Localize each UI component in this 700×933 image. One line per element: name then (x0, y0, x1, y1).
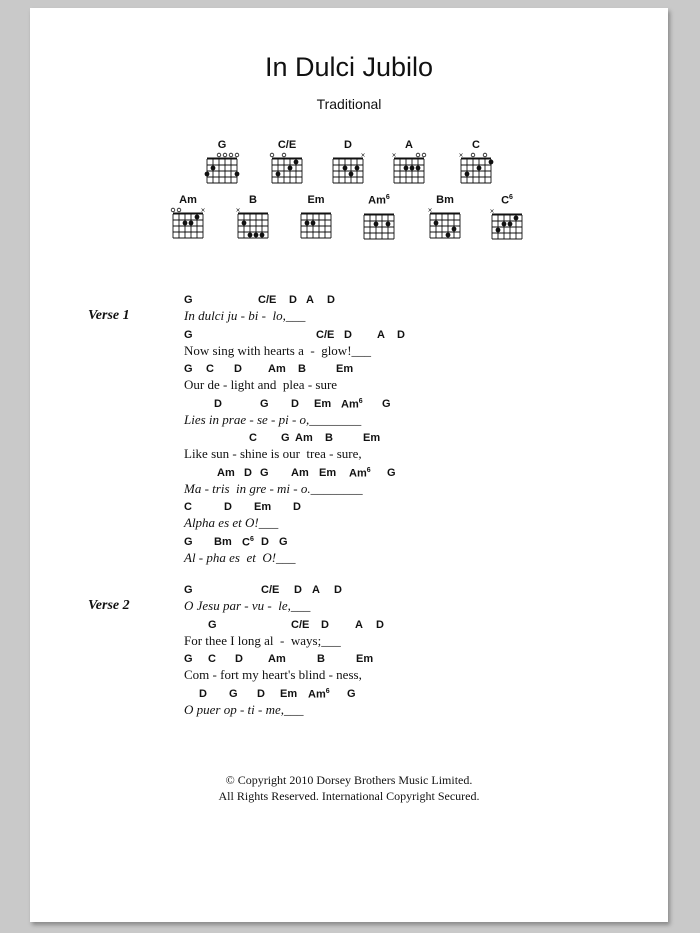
chord-symbol-text: D (289, 294, 297, 306)
open-string-marker (229, 153, 233, 157)
chord-symbol-text: Em (363, 432, 381, 444)
chord-grid (326, 151, 370, 185)
chord-symbol (355, 619, 363, 631)
chord-name-superscript: 6 (385, 194, 390, 201)
chord-symbol-text: A (377, 328, 385, 341)
chord-symbol (321, 619, 329, 631)
chord-symbol (279, 536, 288, 548)
chord-diagram (423, 194, 467, 245)
finger-dot (452, 227, 457, 232)
finger-dot (311, 221, 316, 226)
finger-dot (489, 160, 494, 165)
chord-diagram (294, 194, 338, 245)
chord-symbol (306, 294, 314, 306)
chord-symbol (377, 329, 385, 341)
chord-line (184, 398, 444, 412)
copyright-line: © Copyright 2010 Dorsey Brothers Music Limited. (225, 773, 473, 787)
chord-symbol-text: D (321, 618, 329, 631)
chord-symbol (334, 584, 342, 596)
chord-symbol (214, 536, 232, 548)
chord-symbol-text: D (293, 501, 301, 513)
finger-dot (416, 166, 421, 171)
chord-symbol-text: A (306, 294, 314, 306)
chord-symbol-text: Am (268, 363, 286, 375)
chord-symbol (268, 653, 286, 665)
chord-symbol-text: C (249, 432, 257, 444)
lyric-line: Now sing with hearts a - glow!___ (184, 342, 372, 358)
chord-line (184, 688, 444, 702)
chord-symbol (184, 329, 193, 341)
chord-symbol (208, 653, 216, 665)
chord-symbol-text: C/E (316, 328, 335, 341)
chord-symbol-text: D (344, 328, 352, 341)
chord-symbol-text: C/E (261, 584, 280, 596)
chord-name-text: Em (307, 194, 325, 206)
finger-dot (254, 233, 259, 238)
chord-symbol-text: Am (268, 653, 286, 665)
finger-dot (288, 166, 293, 171)
open-string-marker (483, 153, 487, 157)
lyric-line: In dulci ju - bi - lo,___ (184, 308, 306, 323)
chord-symbol-text: G (279, 535, 288, 548)
chord-symbol-text: A (312, 584, 320, 596)
finger-dot (386, 221, 391, 226)
chord-grid (231, 206, 275, 240)
chord-symbol-text: Am (308, 688, 326, 701)
finger-dot (410, 166, 415, 171)
chord-symbol-text: C (184, 501, 192, 513)
finger-dot (404, 166, 409, 171)
chord-diagram (231, 194, 275, 245)
lyric-line: O puer op - ti - me,___ (184, 701, 304, 717)
chord-symbol (258, 294, 276, 306)
chord-symbol (260, 398, 269, 410)
chord-name-text: B (249, 194, 257, 206)
sheet-page (30, 8, 668, 922)
chord-name (200, 139, 244, 151)
chord-symbol (291, 398, 299, 410)
finger-dot (305, 221, 310, 226)
open-string-marker (217, 153, 221, 157)
chord-symbol (325, 432, 333, 444)
finger-dot (205, 172, 210, 177)
chord-symbol-superscript: 6 (366, 466, 371, 474)
chord-symbol-text: Am (295, 432, 313, 444)
chord-diagram (387, 139, 431, 190)
chord-symbol (295, 432, 313, 444)
chord-name-text: D (344, 139, 352, 151)
chord-symbol-text: A (355, 618, 363, 631)
finger-dot (260, 233, 265, 238)
lyric-line: Al - pha es et O!___ (184, 549, 296, 565)
chord-symbol-text: B (325, 432, 333, 444)
finger-dot (477, 166, 482, 171)
finger-dot (248, 233, 253, 238)
chord-symbol-superscript: 6 (325, 687, 330, 695)
chord-symbol-text: D (294, 584, 302, 596)
chord-grid (357, 207, 401, 241)
chord-symbol (349, 467, 371, 480)
chord-symbol-text: G (387, 466, 396, 479)
finger-dot (195, 215, 200, 220)
chord-symbol (244, 467, 252, 479)
chord-symbol-text: C (208, 653, 216, 665)
chord-symbol-superscript: 6 (249, 535, 254, 543)
chord-symbol (260, 467, 269, 479)
chord-diagram (357, 194, 401, 246)
chord-symbol-text: D (291, 397, 299, 410)
chord-symbol (184, 653, 193, 665)
chord-symbol-text: C/E (291, 618, 310, 631)
muted-string-marker: × (391, 152, 397, 159)
chord-symbol-text: D (234, 363, 242, 375)
muted-string-marker: × (360, 152, 366, 159)
chord-grid (485, 207, 529, 241)
chord-symbol-text: Em (356, 653, 374, 665)
chord-symbol-text: C (242, 536, 250, 549)
muted-string-marker: × (458, 152, 464, 159)
chord-symbol-text: D (327, 294, 335, 306)
verse-label: Verse 2 (88, 598, 130, 613)
finger-dot (446, 233, 451, 238)
chord-symbol-text: G (260, 397, 269, 410)
chord-symbol (341, 398, 363, 411)
chord-symbol-text: D (376, 618, 384, 631)
chord-symbol-text: G (229, 687, 238, 700)
chord-symbol-text: Am (341, 398, 359, 411)
finger-dot (508, 221, 513, 226)
chord-symbol-text: C/E (258, 294, 277, 306)
chord-symbol-text: B (298, 363, 306, 375)
open-string-marker (471, 153, 475, 157)
chord-diagram (485, 194, 529, 246)
chord-symbol (234, 363, 242, 375)
chord-name-text: Am (179, 194, 197, 206)
chord-symbol-text: G (260, 466, 269, 479)
chord-symbol (214, 398, 222, 410)
chord-name (387, 139, 431, 151)
chord-grid (387, 151, 431, 185)
chord-symbol-text: Em (280, 687, 298, 700)
chord-symbol-text: G (281, 432, 290, 444)
chord-symbol-text: G (184, 294, 193, 306)
chord-symbol-text: D (235, 653, 243, 665)
chord-name-text: C/E (277, 139, 297, 151)
chord-symbol (336, 363, 353, 375)
muted-string-marker: × (200, 207, 206, 214)
finger-dot (242, 221, 247, 226)
chord-symbol (206, 363, 214, 375)
chord-grid (166, 206, 210, 240)
chord-symbol-text: G (184, 653, 193, 665)
chord-symbol (293, 501, 301, 513)
chord-line (184, 584, 444, 598)
chord-symbol (387, 467, 396, 479)
chord-diagram (454, 139, 498, 190)
chord-line (184, 467, 444, 481)
chord-symbol-superscript: 6 (358, 397, 363, 405)
chord-symbol (291, 619, 309, 631)
chord-name-text: A (405, 139, 413, 151)
chord-name (454, 139, 498, 151)
chord-symbol (254, 501, 271, 513)
chord-line (184, 329, 444, 343)
chord-symbol (397, 329, 405, 341)
chord-name-text: C (472, 139, 480, 151)
chord-symbol (289, 294, 297, 306)
open-string-marker (270, 153, 274, 157)
chord-symbol-text: C (206, 363, 214, 375)
chord-symbol (199, 688, 207, 700)
chord-symbol (184, 536, 193, 548)
chord-symbol-text: Am (349, 467, 367, 480)
chord-symbol (257, 688, 265, 700)
chord-symbol (261, 584, 279, 596)
chord-symbol-text: Em (314, 397, 332, 410)
copyright-line: All Rights Reserved. International Copyright Secured. (218, 789, 480, 803)
chord-symbol (291, 467, 309, 479)
chord-diagram (265, 139, 309, 190)
finger-dot (294, 160, 299, 165)
chord-symbol-text: D (214, 397, 222, 410)
chord-symbol (229, 688, 238, 700)
chord-symbol-text: D (261, 535, 269, 548)
chord-symbol-text: D (397, 328, 405, 341)
chord-symbol (268, 363, 286, 375)
chord-grid (454, 151, 498, 185)
chord-symbol-text: G (208, 618, 217, 631)
chord-name (166, 194, 210, 206)
chord-symbol (363, 432, 380, 444)
chord-symbol (235, 653, 243, 665)
chord-line (184, 294, 444, 308)
chord-symbol-text: Em (319, 466, 337, 479)
chord-symbol (298, 363, 306, 375)
chord-name (326, 139, 370, 151)
finger-dot (496, 227, 501, 232)
chord-symbol (281, 432, 290, 444)
chord-name (265, 139, 309, 151)
finger-dot (349, 172, 354, 177)
chord-name (231, 194, 275, 206)
chord-grid (294, 206, 338, 240)
chord-symbol (184, 294, 193, 306)
chord-symbol-text: B (317, 653, 325, 665)
chord-symbol-text: G (184, 363, 193, 375)
chord-symbol-text: D (244, 466, 252, 479)
lyric-line: For thee I long al - ways;___ (184, 632, 341, 648)
chord-grid (423, 206, 467, 240)
chord-symbol-text: G (382, 397, 391, 410)
open-string-marker (235, 153, 239, 157)
chord-symbol (184, 363, 193, 375)
chord-symbol (208, 619, 217, 631)
finger-dot (514, 215, 519, 220)
finger-dot (183, 221, 188, 226)
finger-dot (211, 166, 216, 171)
chord-name-text: Am (368, 194, 386, 207)
finger-dot (189, 221, 194, 226)
chord-symbol (319, 467, 336, 479)
lyric-line: O Jesu par - vu - le,___ (184, 598, 311, 613)
lyric-line: Ma - tris in gre - mi - o.________ (184, 480, 363, 496)
chord-symbol (261, 536, 269, 548)
chord-symbol (312, 584, 320, 596)
chord-symbol (308, 688, 330, 701)
chord-symbol (344, 329, 352, 341)
chord-name (357, 194, 401, 207)
chord-symbol-text: D (334, 584, 342, 596)
chord-name-text: C (501, 194, 510, 207)
muted-string-marker: × (235, 207, 241, 214)
chord-name-text: G (217, 139, 227, 151)
chord-line (184, 432, 444, 446)
lyric-line: Like sun - shine is our trea - sure, (184, 446, 362, 461)
open-string-marker (171, 208, 175, 212)
chord-line (184, 653, 444, 667)
chord-line (184, 619, 444, 633)
muted-string-marker: × (427, 207, 433, 214)
chord-line (184, 536, 444, 550)
chord-symbol (294, 584, 302, 596)
chord-name (423, 194, 467, 206)
finger-dot (235, 172, 240, 177)
chord-name-superscript: 6 (509, 194, 513, 201)
lyric-line: Our de - light and plea - sure (184, 377, 338, 392)
chord-symbol-text: G (347, 687, 356, 700)
chord-line (184, 501, 444, 515)
chord-symbol (242, 536, 254, 549)
chord-symbol-text: Em (254, 501, 272, 513)
chord-symbol (317, 653, 325, 665)
chord-symbol (184, 501, 192, 513)
copyright-notice (30, 772, 668, 804)
finger-dot (343, 166, 348, 171)
chord-diagram (200, 139, 244, 190)
finger-dot (374, 221, 379, 226)
chord-symbol (316, 329, 334, 341)
lyric-line: Alpha es et O!___ (184, 515, 279, 530)
lyric-line: Com - fort my heart's blind - ness, (184, 667, 362, 682)
chord-symbol (224, 501, 232, 513)
finger-dot (355, 166, 360, 171)
chord-symbol (314, 398, 331, 410)
chord-symbol (280, 688, 297, 700)
chord-symbol-text: Am (217, 466, 235, 479)
chord-diagram (166, 194, 210, 245)
verse-label: Verse 1 (88, 308, 130, 323)
chord-symbol-text: Em (336, 363, 354, 375)
chord-symbol-text: G (184, 584, 193, 596)
open-string-marker (416, 153, 420, 157)
chord-grid (265, 151, 309, 185)
open-string-marker (177, 208, 181, 212)
lyric-line: Lies in prae - se - pi - o,________ (184, 411, 362, 427)
chord-symbol-text: D (224, 501, 232, 513)
chord-symbol-text: D (199, 687, 207, 700)
chord-symbol (376, 619, 384, 631)
open-string-marker (223, 153, 227, 157)
chord-line (184, 363, 444, 377)
muted-string-marker: × (489, 207, 495, 215)
chord-symbol (356, 653, 373, 665)
chord-name-text: Bm (436, 194, 454, 206)
song-title: In Dulci Jubilo (264, 52, 434, 82)
finger-dot (465, 172, 470, 177)
open-string-marker (422, 153, 426, 157)
composer: Traditional (316, 96, 382, 112)
chord-symbol-text: G (184, 328, 193, 341)
chord-symbol-text: Am (291, 466, 309, 479)
chord-symbol-text: G (184, 535, 193, 548)
chord-grid (200, 151, 244, 185)
chord-symbol (382, 398, 391, 410)
chord-symbol-text: D (257, 687, 265, 700)
chord-symbol (184, 584, 193, 596)
chord-name (294, 194, 338, 206)
finger-dot (502, 221, 507, 226)
chord-symbol (347, 688, 356, 700)
chord-diagram (326, 139, 370, 190)
finger-dot (434, 221, 439, 226)
open-string-marker (282, 153, 286, 157)
chord-name (485, 194, 529, 207)
finger-dot (276, 172, 281, 177)
chord-symbol (217, 467, 235, 479)
chord-symbol (249, 432, 257, 444)
chord-symbol (327, 294, 335, 306)
chord-symbol-text: Bm (214, 535, 232, 548)
